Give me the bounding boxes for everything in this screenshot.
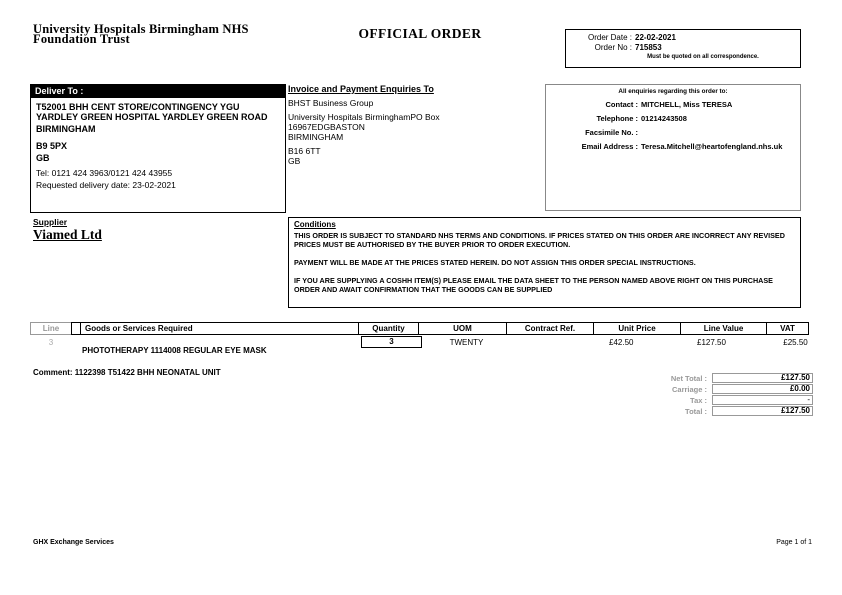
enquiries-contact-box <box>545 84 801 211</box>
org-name-line1: University Hospitals Birmingham NHS <box>33 22 249 36</box>
net-total-label: Net Total : <box>670 373 707 383</box>
order-no-label: Order No : <box>594 43 632 52</box>
deliver-address-country: GB <box>36 153 50 163</box>
deliver-to-address <box>31 98 285 194</box>
order-no-value: 715853 <box>635 43 662 52</box>
invoice-group-name: BHST Business Group <box>288 98 374 108</box>
header-goods: Goods or Services Required <box>80 322 359 335</box>
invoice-address-line1: University Hospitals BirminghamPO Box <box>288 112 440 122</box>
invoice-enquiries-heading: Invoice and Payment Enquiries To <box>288 84 434 94</box>
comment-line: Comment: 1122398 T51422 BHH NEONATAL UNIT <box>33 368 221 377</box>
order-date-label: Order Date : <box>587 33 632 42</box>
telephone-label: Telephone : <box>596 114 638 123</box>
telephone-value: 01214243508 <box>641 114 687 123</box>
supplier-heading: Supplier <box>33 217 68 227</box>
row-unit-price: £42.50 <box>609 338 634 347</box>
tax-label: Tax : <box>690 395 707 405</box>
invoice-address-line2: 16967EDGBASTON <box>288 122 365 132</box>
order-line-table <box>30 322 814 355</box>
carriage-label: Carriage : <box>671 384 707 394</box>
conditions-box <box>288 217 801 308</box>
org-name-line2: Foundation Trust <box>33 32 130 46</box>
deliver-telephone: Tel: 0121 424 3963/0121 424 43955 <box>36 168 173 178</box>
contact-label: Contact : <box>605 100 638 109</box>
deliver-address-postcode: B9 5PX <box>36 141 68 151</box>
facsimile-value <box>638 128 796 137</box>
tax-value: - <box>712 395 813 405</box>
contact-value: MITCHELL, Miss TERESA <box>641 100 733 109</box>
enquiries-grid <box>550 100 796 151</box>
email-value: Teresa.Mitchell@heartofengland.nhs.uk <box>641 142 783 151</box>
org-name <box>33 24 249 44</box>
row-quantity: 3 <box>361 336 422 348</box>
order-note: Must be quoted on all correspondence. <box>647 54 759 60</box>
header-line: Line <box>30 322 72 335</box>
invoice-address-city: BIRMINGHAM <box>288 132 344 142</box>
deliver-address-line: T52001 BHH CENT STORE/CONTINGENCY YGU YARDLEY GREEN HOSPITAL YARDLEY GREEN ROAD <box>36 102 268 122</box>
header-contract-ref: Contract Ref. <box>506 322 594 335</box>
order-info-box <box>565 29 801 68</box>
conditions-heading: Conditions <box>294 220 336 229</box>
email-label: Email Address : <box>581 142 638 151</box>
header-quantity: Quantity <box>358 322 419 335</box>
header-vat: VAT <box>766 322 809 335</box>
header-line-value: Line Value <box>680 322 767 335</box>
footer-page-number: Page 1 of 1 <box>776 539 812 546</box>
row-line-value: £127.50 <box>697 338 726 347</box>
row-line-number: 3 <box>48 338 54 347</box>
row-uom: TWENTY <box>449 338 484 347</box>
deliver-to-heading: Deliver To : <box>31 85 285 98</box>
row-vat: £25.50 <box>783 338 808 347</box>
tax-row <box>560 395 813 405</box>
invoice-address-postcode: B16 6TT <box>288 146 321 156</box>
order-date-value: 22-02-2021 <box>635 33 676 42</box>
totals-block <box>560 373 813 417</box>
requested-delivery-date: Requested delivery date: 23-02-2021 <box>36 180 176 190</box>
table-header-row <box>30 322 814 335</box>
row-goods-description: PHOTOTHERAPY 1114008 REGULAR EYE MASK <box>82 346 267 355</box>
supplier-name: Viamed Ltd <box>33 227 102 242</box>
conditions-para-3: IF YOU ARE SUPPLYING A COSHH ITEM(S) PLEASE EMAIL THE DATA SHEET TO THE PERSON NAMED ABOVE RIGHT ON THIS PURCHASE ORDER AND AWAIT CONFIRMATION THAT THE GOODS CAN BE SUPPLIED <box>294 276 773 294</box>
total-value: £127.50 <box>712 406 813 416</box>
footer-service-name: GHX Exchange Services <box>33 539 114 546</box>
invoice-enquiries-block <box>288 84 540 166</box>
conditions-para-2: PAYMENT WILL BE MADE AT THE PRICES STATED HEREIN. DO NOT ASSIGN THIS ORDER SPECIAL INSTRUCTIONS. <box>294 258 696 267</box>
header-uom: UOM <box>418 322 507 335</box>
total-label: Total : <box>685 406 707 416</box>
carriage-value: £0.00 <box>712 384 813 394</box>
net-total-row <box>560 373 813 383</box>
total-row <box>560 406 813 416</box>
order-date-row <box>570 33 796 43</box>
document-title: OFFICIAL ORDER <box>358 26 482 41</box>
header-unit-price: Unit Price <box>593 322 681 335</box>
net-total-value: £127.50 <box>712 373 813 383</box>
invoice-address-country: GB <box>288 156 301 166</box>
facsimile-label: Facsimile No. : <box>585 128 638 137</box>
carriage-row <box>560 384 813 394</box>
enquiries-heading: All enquiries regarding this order to: <box>618 88 728 95</box>
order-no-row <box>570 43 796 53</box>
deliver-to-box <box>30 84 286 213</box>
deliver-address-city: BIRMINGHAM <box>36 124 96 134</box>
conditions-para-1: THIS ORDER IS SUBJECT TO STANDARD NHS TERMS AND CONDITIONS. IF PRICES STATED ON THIS ORDER ARE INCORRECT ANY REVISED PRICES MUST BE AUTHORISED BY THE BUYER PRIOR TO ORDER EXECUTION. <box>294 231 785 249</box>
